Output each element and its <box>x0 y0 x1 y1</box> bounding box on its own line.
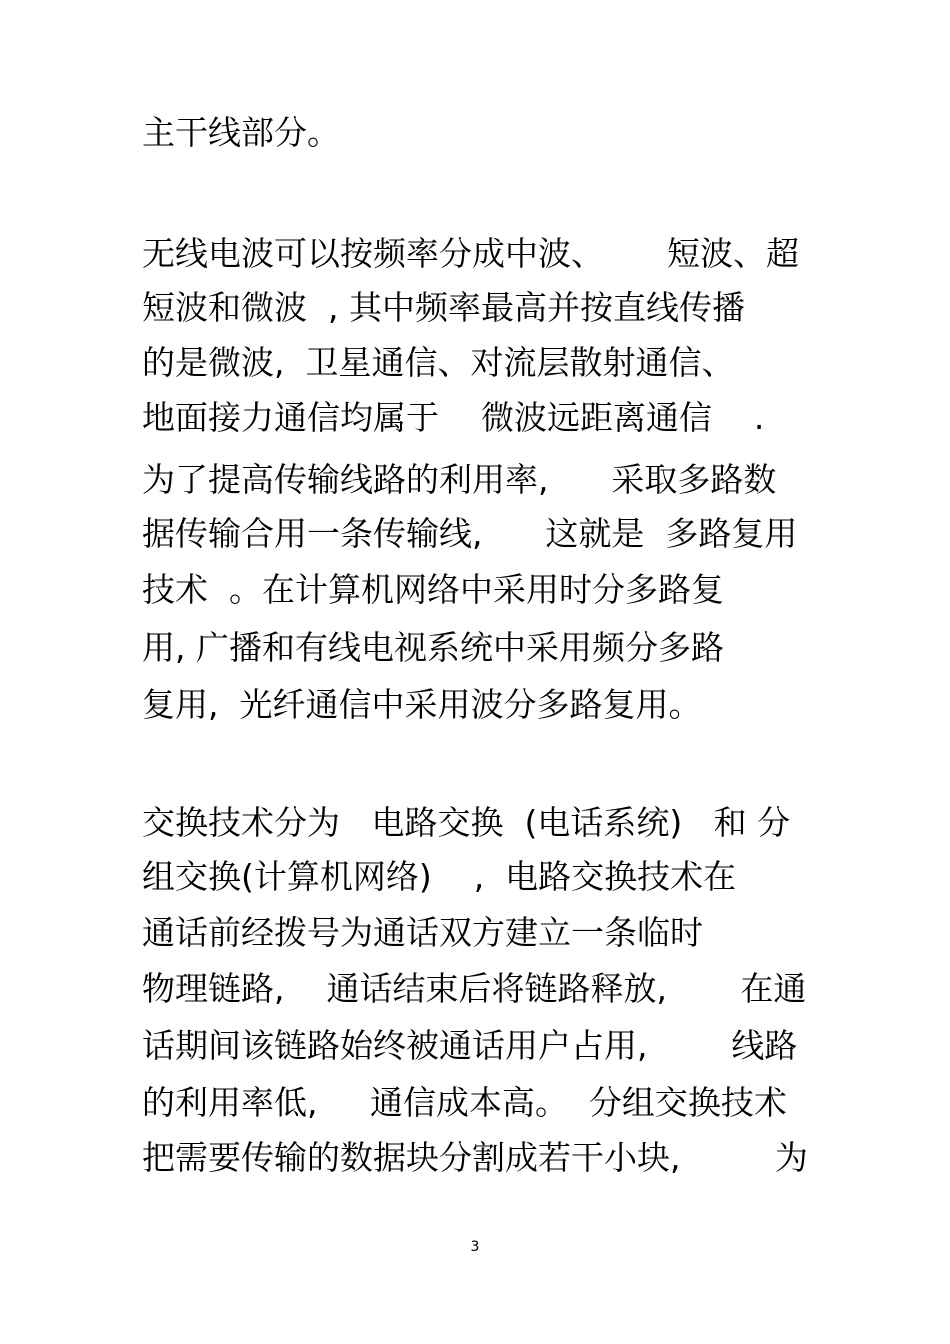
paragraph-2-line-1: 无线电波可以按频率分成中波、 短波、超 <box>142 234 799 273</box>
paragraph-2-line-7: 技术 。在计算机网络中采用时分多路复 <box>142 570 724 609</box>
paragraph-3-line-6: 的利用率低, 通信成本高。 分组交换技术 <box>142 1083 787 1122</box>
page-number: 3 <box>470 1239 480 1255</box>
paragraph-3-line-7: 把需要传输的数据块分割成若干小块, 为 <box>142 1138 808 1177</box>
paragraph-2-line-5: 为了提高传输线路的利用率, 采取多路数 <box>142 460 777 499</box>
paragraph-1-line-1: 主干线部分。 <box>142 113 340 152</box>
paragraph-3-line-4: 物理链路, 通话结束后将链路释放, 在通 <box>142 969 807 1008</box>
paragraph-2-line-9: 复用, 光纤通信中采用波分多路复用。 <box>142 685 702 724</box>
paragraph-3-line-1: 交换技术分为 电路交换 (电话系统) 和 分 <box>142 803 791 842</box>
paragraph-3-line-2: 组交换(计算机网络) , 电路交换技术在 <box>142 857 737 896</box>
paragraph-3-line-5: 话期间该链路始终被通话用户占用, 线路 <box>142 1026 798 1065</box>
paragraph-2-line-3: 的是微波, 卫星通信、对流层散射通信、 <box>142 343 735 382</box>
paragraph-2-line-8: 用, 广播和有线电视系统中采用频分多路 <box>142 628 724 667</box>
paragraph-2-line-4: 地面接力通信均属于 微波远距离通信 . <box>142 398 765 437</box>
paragraph-2-line-6: 据传输合用一条传输线, 这就是 多路复用 <box>142 514 798 553</box>
paragraph-3-line-3: 通话前经拨号为通话双方建立一条临时 <box>142 913 703 952</box>
paragraph-2-line-2: 短波和微波 , 其中频率最高并按直线传播 <box>142 288 745 327</box>
